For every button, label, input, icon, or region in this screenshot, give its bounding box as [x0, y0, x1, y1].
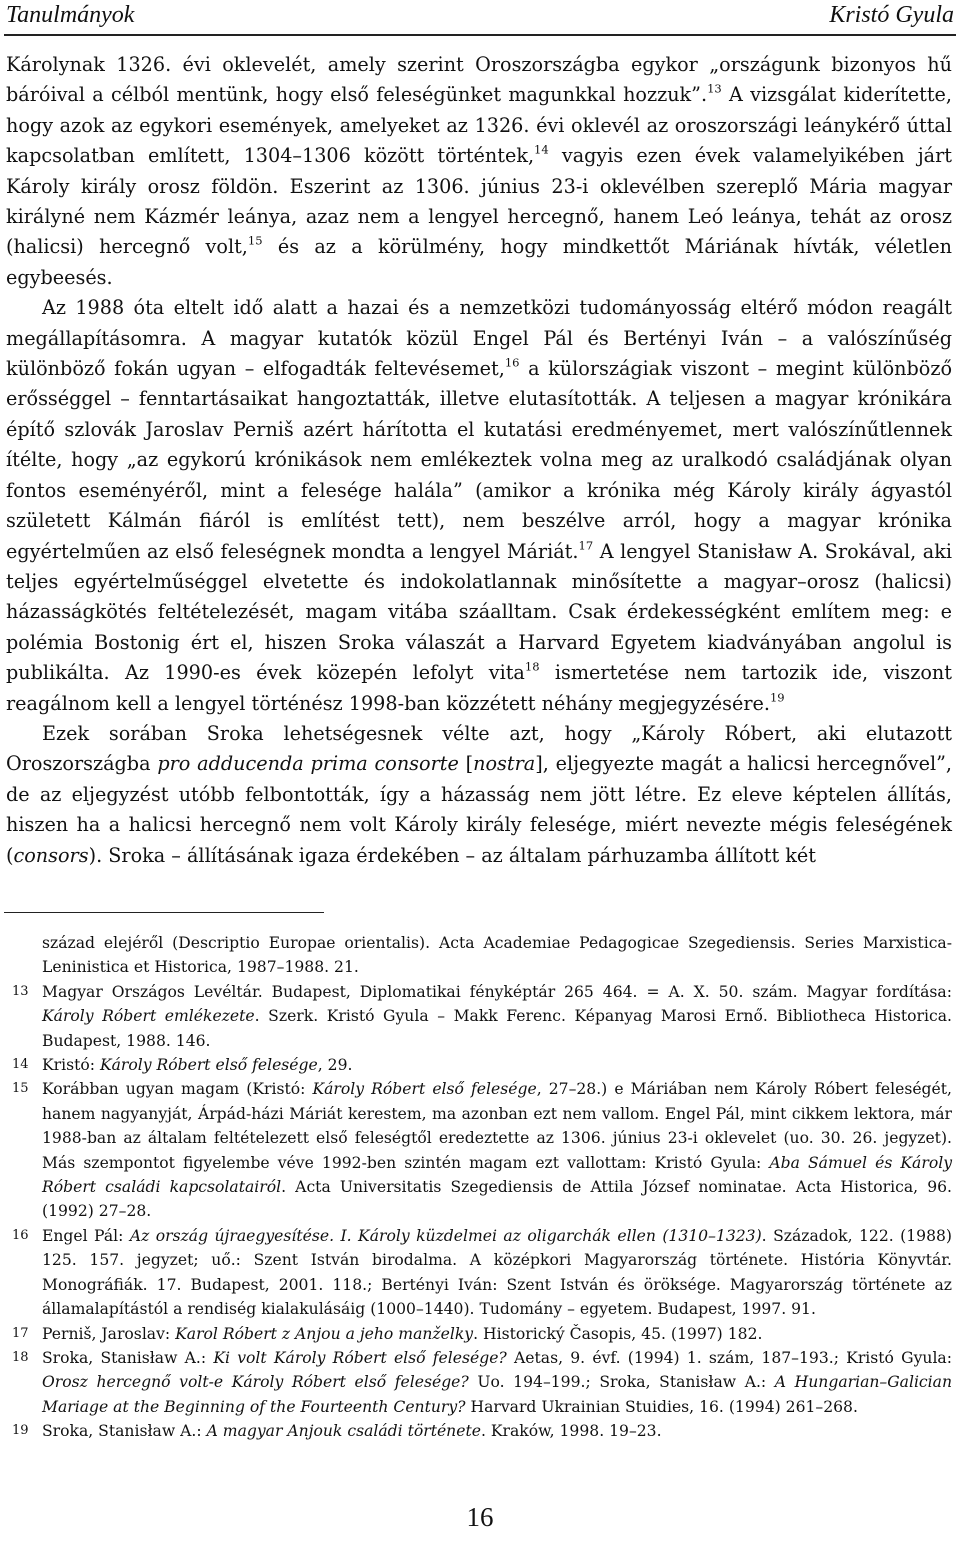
footnote-13 [6, 980, 952, 1053]
latin-phrase: pro adducenda prima consorte [157, 752, 459, 776]
text-run: , 29. [317, 1056, 353, 1075]
footnote-16 [6, 1224, 952, 1322]
text-run: a külországiak viszont – megint különböző erősséggel – fenntartásaikat hangoztatták, illetve elutasították. A teljesen a magyar krónikára építő szlovák Jaroslav Perniš azért hárította el kutatási eredményemet, mert valószínűtlennek ítélte, hogy „az egykorú krónikások nem emlékeztek volna meg az uralkodó családjának olyan fontos eseményéről, mint a felesége halála” (amikor a krónika még Károly király ágyastól született Kálmán fiáról is említést tett), nem beszélve arról, hogy a magyar krónika egyértelműen az első feleségnek mondta a lengyel Máriát. [6, 357, 953, 563]
text-run: . Historický Časopis, 45. (1997) 182. [473, 1324, 763, 1343]
footnote-19 [6, 1419, 952, 1443]
author-name: Kristó Gyula [829, 2, 954, 28]
text-run: Uo. 194–199.; Sroka, Stanisław A.: [468, 1373, 775, 1392]
text-run: Harvard Ukrainian Stuidies, 16. (1994) 261–268. [465, 1397, 858, 1416]
cited-title: Ki volt Károly Róbert első felesége? [213, 1348, 507, 1367]
text-run: Ezek sorában Sroka lehetségesnek vélte azt, hogy „Károly Róbert, aki elutazott Oroszországba [6, 721, 952, 776]
text-run: Korábban ugyan magam (Kristó: [42, 1080, 313, 1099]
text-run: A lengyel Stanisław A. Srokával, aki teljes egyértelműséggel elvetette és indokolatlannak minősítette a magyar–orosz (halicsi) házasságkötés feltételezését, magam vitába száalltam. Csak érdekességként említem meg: e polémia Bostonig ért el, hiszen Sroka válaszát a Harvard Egyetem kiadványában angolul is publikálta. Az 1990-es évek közepén lefolyt vita [6, 539, 952, 685]
latin-word: nostra [473, 752, 536, 776]
running-header [4, 0, 956, 34]
footnote-number: 19 [12, 1423, 29, 1439]
text-run: vagyis ezen évek valamelyikében járt Károly király orosz földön. Eszerint az 1306. június 23-i oklevélben szereplő Mária magyar királyné nem Kázmér leánya, azaz nem a lengyel hercegnő, hanem Leó leánya, tehát az orosz (halicsi) hercegnő volt, [6, 144, 952, 259]
footnote-ref-14[interactable]: 14 [534, 142, 549, 157]
text-run: ismertetése nem tartozik ide, viszont reagálnom kell a lengyel történész 1998-ban közzétett néhány megjegyzésére. [6, 661, 952, 715]
footnote-ref-17[interactable]: 17 [578, 537, 594, 552]
cited-title: Aba Sámuel és Károly Róbert családi kapcsolatairól [42, 1153, 952, 1197]
paragraph-1 [6, 50, 952, 293]
footnote-continuation [6, 931, 952, 980]
footnote-14 [6, 1053, 952, 1077]
footnote-number: 14 [12, 1057, 29, 1073]
footnote-number: 15 [12, 1081, 29, 1097]
page-number: 16 [466, 1502, 494, 1532]
footnote-ref-16[interactable]: 16 [504, 355, 520, 370]
footnote-number: 13 [12, 983, 29, 999]
text-run: Engel Pál: [42, 1226, 130, 1245]
paragraph-3 [6, 719, 952, 871]
text-run: . Kraków, 1998. 19–23. [480, 1422, 662, 1441]
text-run: . Szerk. Kristó Gyula – Makk Ferenc. Képanyag Marosi Ernő. Bibliotheca Historica. Budapest, 1988. 146. [42, 1007, 952, 1050]
text-run: ], eljegyezte magát a halicsi hercegnővel”, de az eljegyzést utóbb felbontották, így a házasság nem jött létre. Ez eleve képtelen állítás, hiszen ha a halicsi hercegnő nem volt Károly király felesége, miért nevezte mégis feleségének ( [6, 752, 952, 867]
header-rule [4, 34, 956, 36]
footnote-ref-15[interactable]: 15 [247, 233, 263, 248]
footnotes [6, 931, 952, 1444]
section-title: Tanulmányok [6, 2, 135, 28]
paragraph-2 [6, 293, 952, 719]
text-run: század elejéről (Descriptio Europae orientalis). Acta Academiae Pedagogicae Szegediensis. Series Marxistica-Leninistica et Historica, 1987–1988. 21. [42, 934, 952, 977]
text-run: Magyar Országos Levéltár. Budapest, Diplomatikai fényképtár 265 464. = A. X. 50. szám. Magyar fordítása: [42, 982, 952, 1001]
text-run: Kristó: [42, 1056, 100, 1075]
footnote-15 [6, 1077, 952, 1223]
cited-title: Orosz hercegnő volt-e Károly Róbert első felesége? [42, 1373, 469, 1392]
footnote-number: 16 [12, 1227, 29, 1243]
cited-title: Károly Róbert első felesége [312, 1080, 537, 1099]
footnote-17 [6, 1322, 952, 1346]
text-run: ). Sroka – állításának igaza érdekében – az általam párhuzamba állított két [88, 843, 816, 867]
footnote-ref-18[interactable]: 18 [524, 659, 540, 674]
cited-title: A magyar Anjouk családi története [206, 1422, 481, 1441]
text-run: Sroka, Stanisław A.: [42, 1422, 207, 1441]
text-run: A vizsgálat kiderítette, hogy azok az egykori események, amelyeket az 1326. évi oklevél az oroszországi leánykérő úttal kapcsolatban említett, 1304–1306 között történtek, [6, 83, 952, 168]
text-run: [ [458, 752, 474, 776]
text-run: Sroka, Stanisław A.: [42, 1348, 214, 1367]
text-run: , 27–28.) e Máriában nem Károly Róbert feleségét, hanem nagyanyját, Árpád-házi Máriát kerestem, ma azonban ezt nem vallom. Engel Pál, mint cikkem lektora, már 1988-ban az általam feltételezett első feleségtől eredeztette az 1306. június 23-i oklevelet (uo. 30. 26. jegyzet). Más szempontot figyelembe véve 1992-ben szintén magam ezt vallottam: Kristó Gyula: [42, 1080, 952, 1172]
text-run: . Századok, 122. (1988) 125. 157. jegyzet; uő.: Szent István birodalma. A középkori Magyarország története. História Könyvtár. Monográfiák. 17. Budapest, 2001. 118.; Bertényi Iván: Szent István és öröksége. Magyarország története az államalapítástól a rendiség kialakulásáig (1000–1440). Tudomány – egyetem. Budapest, 1997. 91. [42, 1226, 952, 1319]
footnote-number: 17 [12, 1325, 29, 1341]
text-run: Aetas, 9. évf. (1994) 1. szám, 187–193.; Kristó Gyula: [506, 1348, 952, 1367]
text-run: . Acta Universitatis Szegediensis de Attila József nominatae. Acta Historica, 96. (1992) 27–28. [42, 1178, 953, 1221]
text-run: Perniš, Jaroslav: [42, 1324, 176, 1343]
text-run: és az a körülmény, hogy mindkettőt Máriának hívták, véletlen egybeesés. [6, 235, 952, 289]
footnote-separator [4, 912, 324, 913]
text-run: Az 1988 óta eltelt idő alatt a hazai és a nemzetközi tudományosság eltérő módon reagált megállapításomra. A magyar kutatók közül Engel Pál és Bertényi Iván – a valószínűség különböző fokán ugyan – elfogadták feltevésemet, [6, 296, 952, 381]
cited-title: A Hungarian–Galician Mariage at the Beginning of the Fourteenth Century? [42, 1373, 952, 1416]
footnote-number: 18 [12, 1349, 29, 1365]
text-run: Károlynak 1326. évi oklevelét, amely szerint Oroszországba egykor „országunk bizonyos hű báróival a célból mentünk, hogy első feleségünket magunkkal hozzuk”. [6, 53, 952, 107]
footnote-ref-19[interactable]: 19 [769, 689, 785, 704]
latin-word: consors [13, 843, 89, 867]
cited-title: Károly Róbert első felesége [99, 1056, 318, 1075]
footnote-ref-13[interactable]: 13 [707, 81, 722, 96]
footnote-18 [6, 1346, 952, 1419]
cited-title: Károly Róbert emlékezete [42, 1007, 255, 1026]
cited-title: Karol Róbert z Anjou a jeho manželky [175, 1324, 474, 1343]
body-text [6, 50, 952, 871]
cited-title: Az ország újraegyesítése. I. Károly küzdelmei az oligarchák ellen (1310–1323) [129, 1226, 762, 1245]
